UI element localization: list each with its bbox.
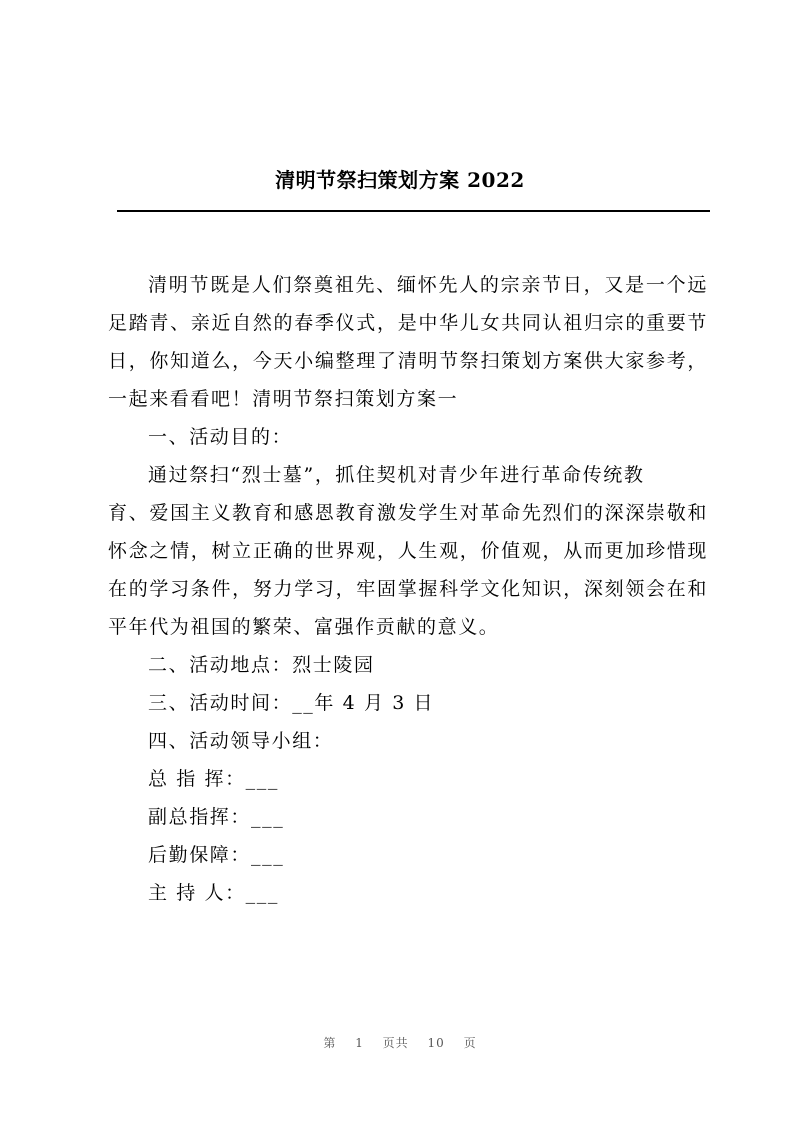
footer-total-label: 页共 (382, 1036, 409, 1050)
role-deputy-commander: 副总指挥：___ (148, 806, 285, 828)
section-3-time: 三、活动时间：__年 4 月 3 日 (148, 692, 435, 714)
document-title: 清明节祭扫策划方案 2022 (275, 168, 525, 192)
section-1-heading: 一、活动目的： (148, 426, 293, 448)
page-footer (0, 1034, 800, 1051)
section-4-heading: 四、活动领导小组： (148, 730, 334, 752)
role-commander: 总 指 挥：___ (148, 768, 279, 790)
footer-page-suffix: 页 (463, 1036, 477, 1050)
role-logistics: 后勤保障：___ (148, 844, 285, 866)
section-2-location: 二、活动地点：烈士陵园 (148, 654, 375, 676)
title-underline (117, 210, 710, 212)
footer-page-number: 1 (355, 1036, 364, 1050)
footer-page-label: 第 (323, 1036, 337, 1050)
section-1-first-line: 通过祭扫“烈士墓”，抓住契机对青少年进行革命传统教 (148, 464, 645, 486)
role-host: 主 持 人：___ (148, 882, 279, 904)
section-1-paragraph: 育、爱国主义教育和感恩教育激发学生对革命先烈们的深深崇敬和怀念之情，树立正确的世界观，人生观，价值观，从而更加珍惜现在的学习条件，努力学习，牢固掌握科学文化知识，深刻领会在和平年代为祖国的繁荣、富强作贡献的意义。 (108, 502, 708, 638)
intro-paragraph: 清明节既是人们祭奠祖先、缅怀先人的宗亲节日，又是一个远足踏青、亲近自然的春季仪式，是中华儿女共同认祖归宗的重要节日，你知道么，今天小编整理了清明节祭扫策划方案供大家参考，一起来看看吧！清明节祭扫策划方案一 (108, 274, 708, 410)
footer-total-pages: 10 (427, 1036, 445, 1050)
document-body (108, 266, 708, 912)
